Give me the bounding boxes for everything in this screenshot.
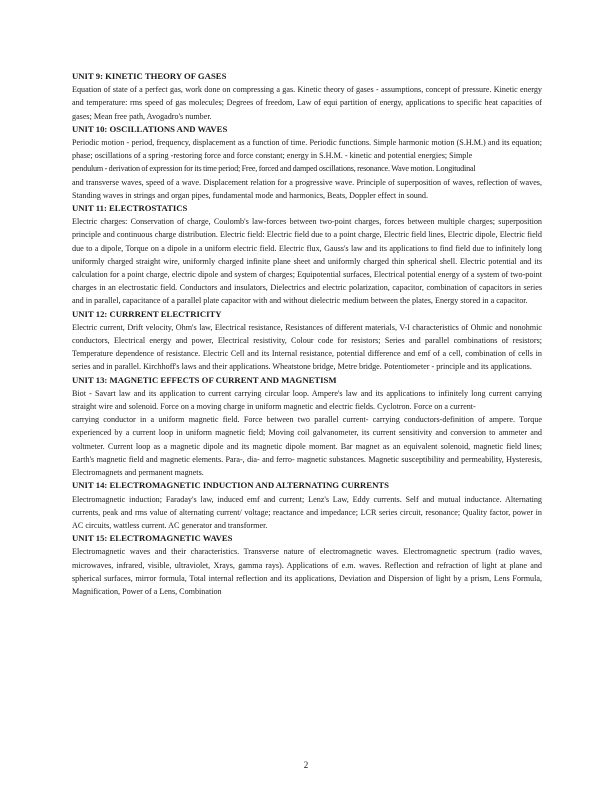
unit-10-paragraph-2: pendulum - derivation of expression for its time period; Free, forced and damped oscillations, resonance. Wave motion. Longitudinal	[72, 164, 476, 174]
unit-10-paragraph-1: Periodic motion - period, frequency, displacement as a function of time. Periodic functions. Simple harmonic motion (S.H.M.) and its equation; phase; oscillations of a spring -restoring force and force constant; energy in S.H.M. - kinetic and potential energies; Simple	[72, 138, 542, 161]
unit-12-paragraph: Electric current, Drift velocity, Ohm's law, Electrical resistance, Resistances of different materials, V-I characteristics of Ohmic and nonohmic conductors, Electrical energy and power, Electrical resistivity, Colour code for resistors; Series and parallel combinations of resistors; Temperature dependence of resistance. Electric Cell and its Internal resistance, potential difference and emf of a cell, combination of cells in series and in parallel. Kirchhoff's laws and their applications. Wheatstone bridge, Metre bridge. Potentiometer - principle and its applications.	[72, 322, 542, 372]
unit-9-heading: UNIT 9: KINETIC THEORY OF GASES	[72, 71, 227, 81]
unit-14-section	[72, 479, 542, 532]
unit-13-heading: UNIT 13: MAGNETIC EFFECTS OF CURRENT AND MAGNETISM	[72, 374, 337, 385]
unit-11-paragraph: Electric charges: Conservation of charge, Coulomb's law-forces between two-point charges, forces between multiple charges; superposition principle and continuous charge distribution. Electric field: Electric field due to a point charge, Electric field lines, Electric dipole, Electric field due to a dipole, Torque on a dipole in a uniform electric field. Electric flux, Gauss's law and its applications to find field due to infinitely long uniformly charged straight wire, uniformly charged infinite plane sheet and uniformly charged thin spherical shell. Electric potential and its calculation for a point charge, electric dipole and system of charges; Equipotential surfaces, Electrical potential energy of a system of two-point charges in an electrostatic field. Conductors and insulators, Dielectrics and electric polarization, capacitor, combination of capacitors in series and in parallel, capacitance of a parallel plate capacitor with and without dielectric medium between the plates, Energy stored in a capacitor.	[72, 217, 542, 306]
unit-10-heading: UNIT 10: OSCILLATIONS AND WAVES	[72, 123, 228, 134]
unit-10-paragraph-3: and transverse waves, speed of a wave. Displacement relation for a progressive wave. Principle of superposition of waves, reflection of waves, Standing waves in strings and organ pipes, fundamental mode and harmonics, Beats, Doppler effect in sound.	[72, 177, 542, 200]
document-body	[72, 70, 542, 598]
unit-15-heading: UNIT 15: ELECTROMAGNETIC WAVES	[72, 533, 233, 544]
unit-9-paragraph: Equation of state of a perfect gas, work done on compressing a gas. Kinetic theory of gases - assumptions, concept of pressure. Kinetic energy and temperature: rms speed of gas molecules; Degrees of freedom, Law of equi partition of energy, applications to specific heat capacities of gases; Mean free path, Avogadro's number.	[72, 85, 542, 121]
unit-9-section	[72, 70, 542, 123]
unit-10-section	[72, 123, 542, 202]
page-number: 2	[303, 760, 309, 770]
unit-15-paragraph: Electromagnetic waves and their characteristics. Transverse nature of electromagnetic waves. Electromagnetic spectrum (radio waves, microwaves, infrared, visible, ultraviolet, Xrays, gamma rays). Applications of e.m. waves. Reflection and refraction of light at plane and spherical surfaces, mirror formula, Total internal reflection and its applications, Deviation and Dispersion of light by a prism, Lens Formula, Magnification, Power of a Lens, Combination	[72, 547, 542, 596]
unit-13-section	[72, 374, 542, 480]
unit-12-heading: UNIT 12: CURRRENT ELECTRICITY	[72, 308, 222, 319]
unit-12-section	[72, 308, 542, 374]
unit-14-paragraph: Electromagnetic induction; Faraday's law, induced emf and current; Lenz's Law, Eddy currents. Self and mutual inductance. Alternating currents, peak and rms value of alternating current/ voltage; reactance and impedance; LCR series circuit, resonance; Quality factor, power in AC circuits, wattless current. AC generator and transformer.	[72, 494, 542, 530]
unit-13-paragraph-1: Biot - Savart law and its application to current carrying circular loop. Ampere's law and its applications to infinitely long current carrying straight wire and solenoid. Force on a moving charge in uniform magnetic and electric fields. Cyclotron. Force on a current-	[72, 388, 542, 412]
unit-11-heading: UNIT 11: ELECTROSTATICS	[72, 203, 188, 214]
unit-11-section	[72, 202, 542, 308]
unit-13-paragraph-2: carrying conductor in a uniform magnetic field. Force between two parallel current- carrying conductors-definition of ampere. Torque experienced by a current loop in uniform magnetic field; Moving coil galvanometer, its current sensitivity and conversion to ammeter and voltmeter. Current loop as a magnetic dipole and its magnetic dipole moment. Bar magnet as an equivalent solenoid, magnetic field lines; Earth's magnetic field and magnetic elements. Para-, dia- and ferro- magnetic substances. Magnetic susceptibility and permeability, Hysteresis, Electromagnets and permanent magnets.	[72, 415, 542, 478]
unit-14-heading: UNIT 14: ELECTROMAGNETIC INDUCTION AND ALTERNATING CURRENTS	[72, 480, 389, 491]
unit-15-section	[72, 532, 542, 598]
